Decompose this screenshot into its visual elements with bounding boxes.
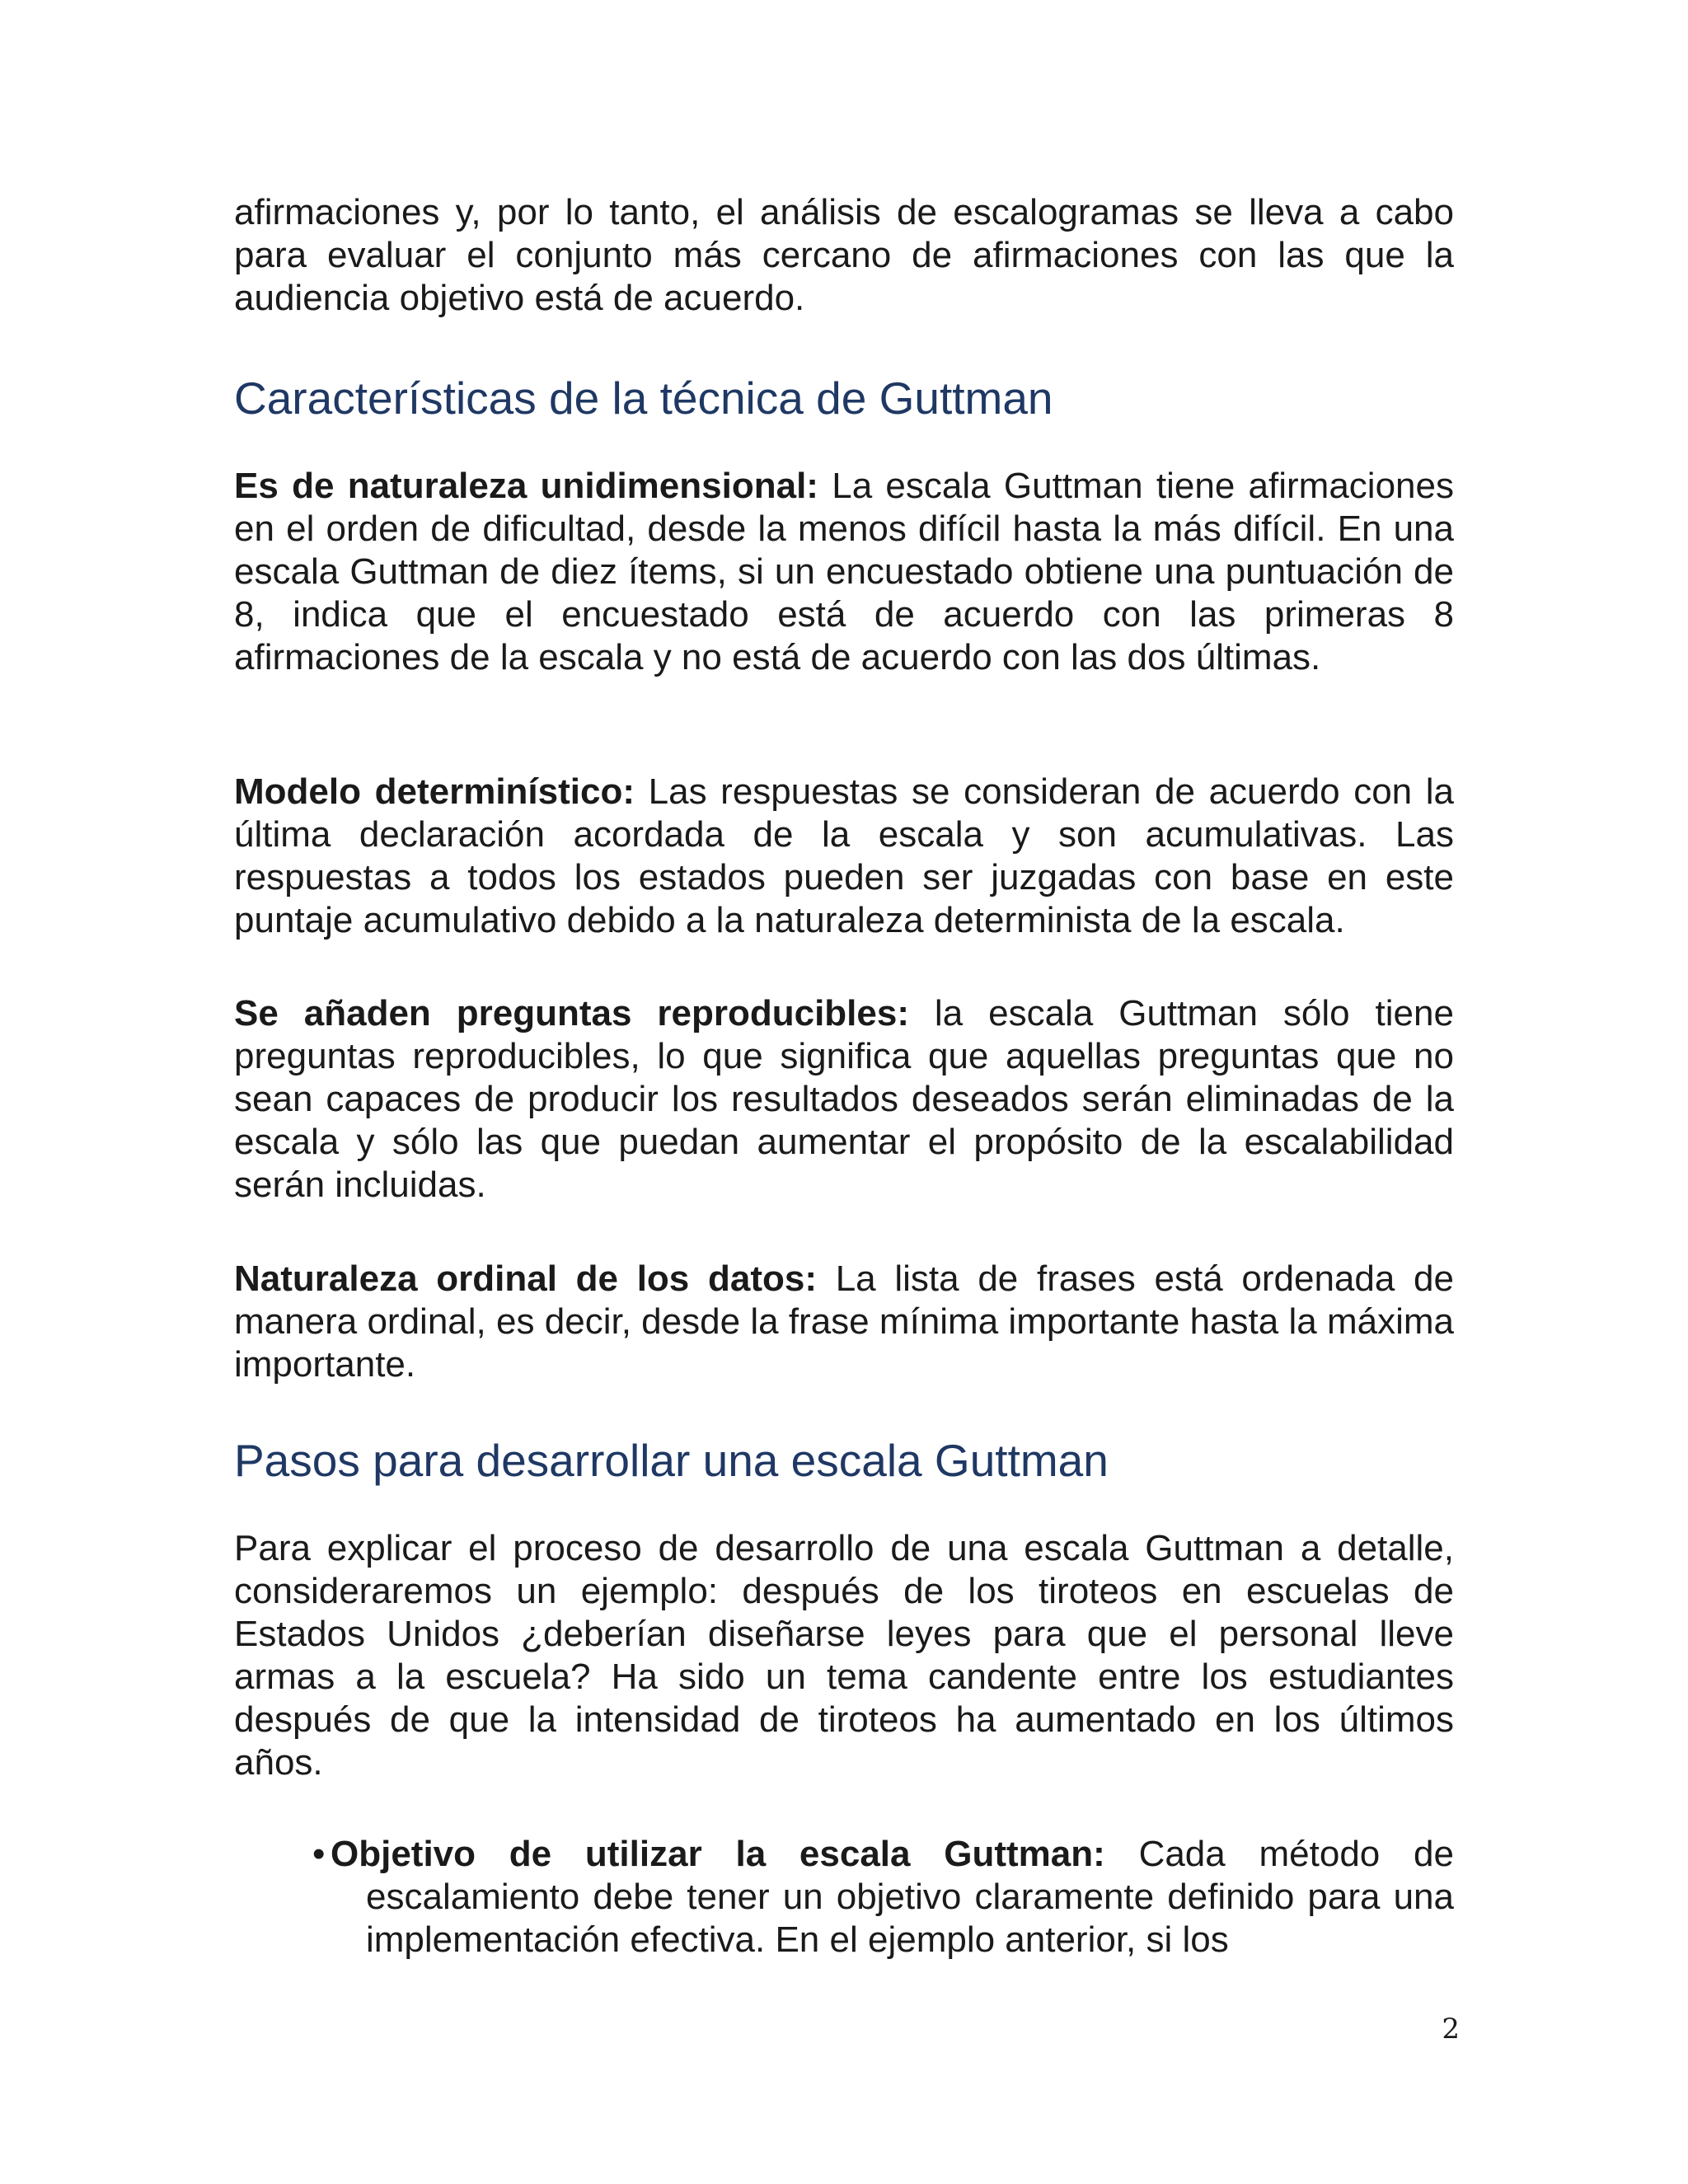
characteristic-text: la escala Guttman sólo tiene preguntas reproducibles, lo que significa que aquellas preguntas que no sean capaces de producir los resultados deseados serán eliminadas de la escala y sólo las que puedan aumentar el propósito de la escalabilidad serán incluidas. [234,993,1454,1205]
characteristic-paragraph [234,1258,1454,1386]
bullet-list-item [312,1833,1454,1961]
characteristic-term: Se añaden preguntas reproducibles: [234,993,909,1033]
characteristic-text: Las respuestas se consideran de acuerdo con la última declaración acordada de la escala y son acumulativas. Las respuestas a todos los estados pueden ser juzgadas con base en este puntaje acumulativo debido a la naturaleza determinista de la escala. [234,771,1454,940]
bullet-icon: • [312,1834,326,1874]
characteristic-paragraph [234,771,1454,942]
page-number: 2 [1442,2013,1460,2046]
characteristic-text: La lista de frases está ordenada de manera ordinal, es decir, desde la frase mínima importante hasta la máxima importante. [234,1258,1454,1385]
section-heading-steps: Pasos para desarrollar una escala Guttman [234,1435,1109,1486]
section-heading-characteristics: Características de la técnica de Guttman [234,373,1053,424]
characteristic-term: Modelo determinístico: [234,771,635,812]
characteristic-term: Es de naturaleza unidimensional: [234,466,818,506]
bullet-text: Cada método de escalamiento debe tener un objetivo claramente definido para una implementación efectiva. En el ejemplo anterior, si los [366,1834,1454,1960]
characteristic-text: La escala Guttman tiene afirmaciones en el orden de dificultad, desde la menos difícil hasta la más difícil. En una escala Guttman de diez ítems, si un encuestado obtiene una puntuación de 8, indica que el encuestado está de acuerdo con las primeras 8 afirmaciones de la escala y no está de acuerdo con las dos últimas. [234,466,1454,677]
characteristic-paragraph [234,992,1454,1207]
bullet-term: Objetivo de utilizar la escala Guttman: [331,1834,1105,1874]
characteristic-paragraph [234,465,1454,679]
intro-paragraph: afirmaciones y, por lo tanto, el análisis de escalogramas se lleva a cabo para evaluar el conjunto más cercano de afirmaciones con las que la audiencia objetivo está de acuerdo. [234,192,1454,318]
steps-intro-paragraph: Para explicar el proceso de desarrollo de una escala Guttman a detalle, consideraremos un ejemplo: después de los tiroteos en escuelas de Estados Unidos ¿deberían diseñarse leyes para que el personal lleve armas a la escuela? Ha sido un tema candente entre los estudiantes después de que la intensidad de tiroteos ha aumentado en los últimos años. [234,1528,1454,1783]
characteristic-term: Naturaleza ordinal de los datos: [234,1258,817,1299]
bullet-paragraph [312,1833,1454,1961]
